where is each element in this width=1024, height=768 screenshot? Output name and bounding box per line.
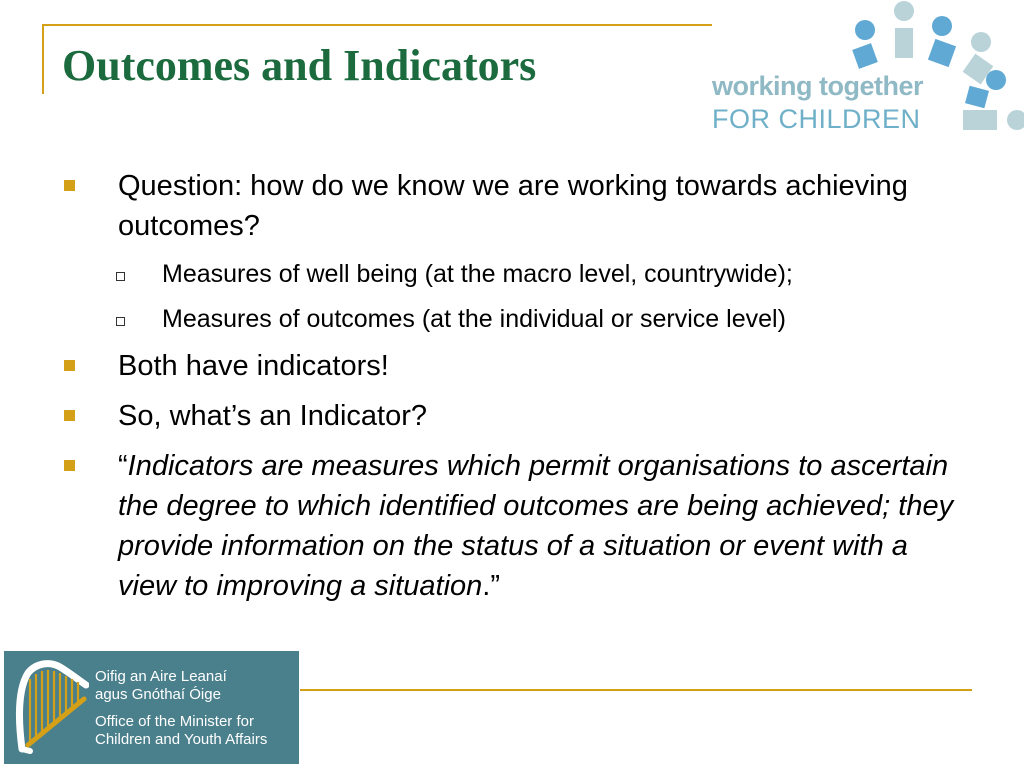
bullet-indicator-definition: “Indicators are measures which permit organisations to ascertain the degree to which identified outcomes are being achieved; they provide information on the status of a situation or event with a view to improving a situation.” — [118, 446, 968, 606]
footer-rule — [300, 689, 972, 691]
logo-text-working-together: working together — [712, 71, 924, 101]
footer-english-line2: Children and Youth Affairs — [95, 731, 268, 748]
square-bullet-icon — [64, 460, 75, 471]
square-bullet-icon — [64, 410, 75, 421]
logo-text-for-children: FOR CHILDREN — [712, 104, 921, 134]
square-bullet-icon — [64, 180, 75, 191]
footer-english-line1: Office of the Minister for — [95, 713, 254, 730]
bullet-both-have-indicators: Both have indicators! — [118, 346, 968, 386]
footer-irish-line2: agus Gnóthaí Óige — [95, 686, 221, 703]
sub-bullet-outcomes: Measures of outcomes (at the individual or service level) — [162, 302, 982, 336]
footer-irish-line1: Oifig an Aire Leanaí — [95, 668, 227, 685]
bullet-question: Question: how do we know we are working towards achieving outcomes? — [118, 166, 968, 246]
sub-bullet-wellbeing: Measures of well being (at the macro level, countrywide); — [162, 257, 982, 291]
page-title: Outcomes and Indicators — [62, 41, 537, 90]
omcya-logo-panel — [4, 651, 299, 764]
square-bullet-icon — [64, 360, 75, 371]
harp-icon — [14, 659, 89, 756]
hollow-square-bullet-icon — [116, 272, 125, 281]
bullet-whats-an-indicator: So, what’s an Indicator? — [118, 396, 968, 436]
hollow-square-bullet-icon — [116, 317, 125, 326]
